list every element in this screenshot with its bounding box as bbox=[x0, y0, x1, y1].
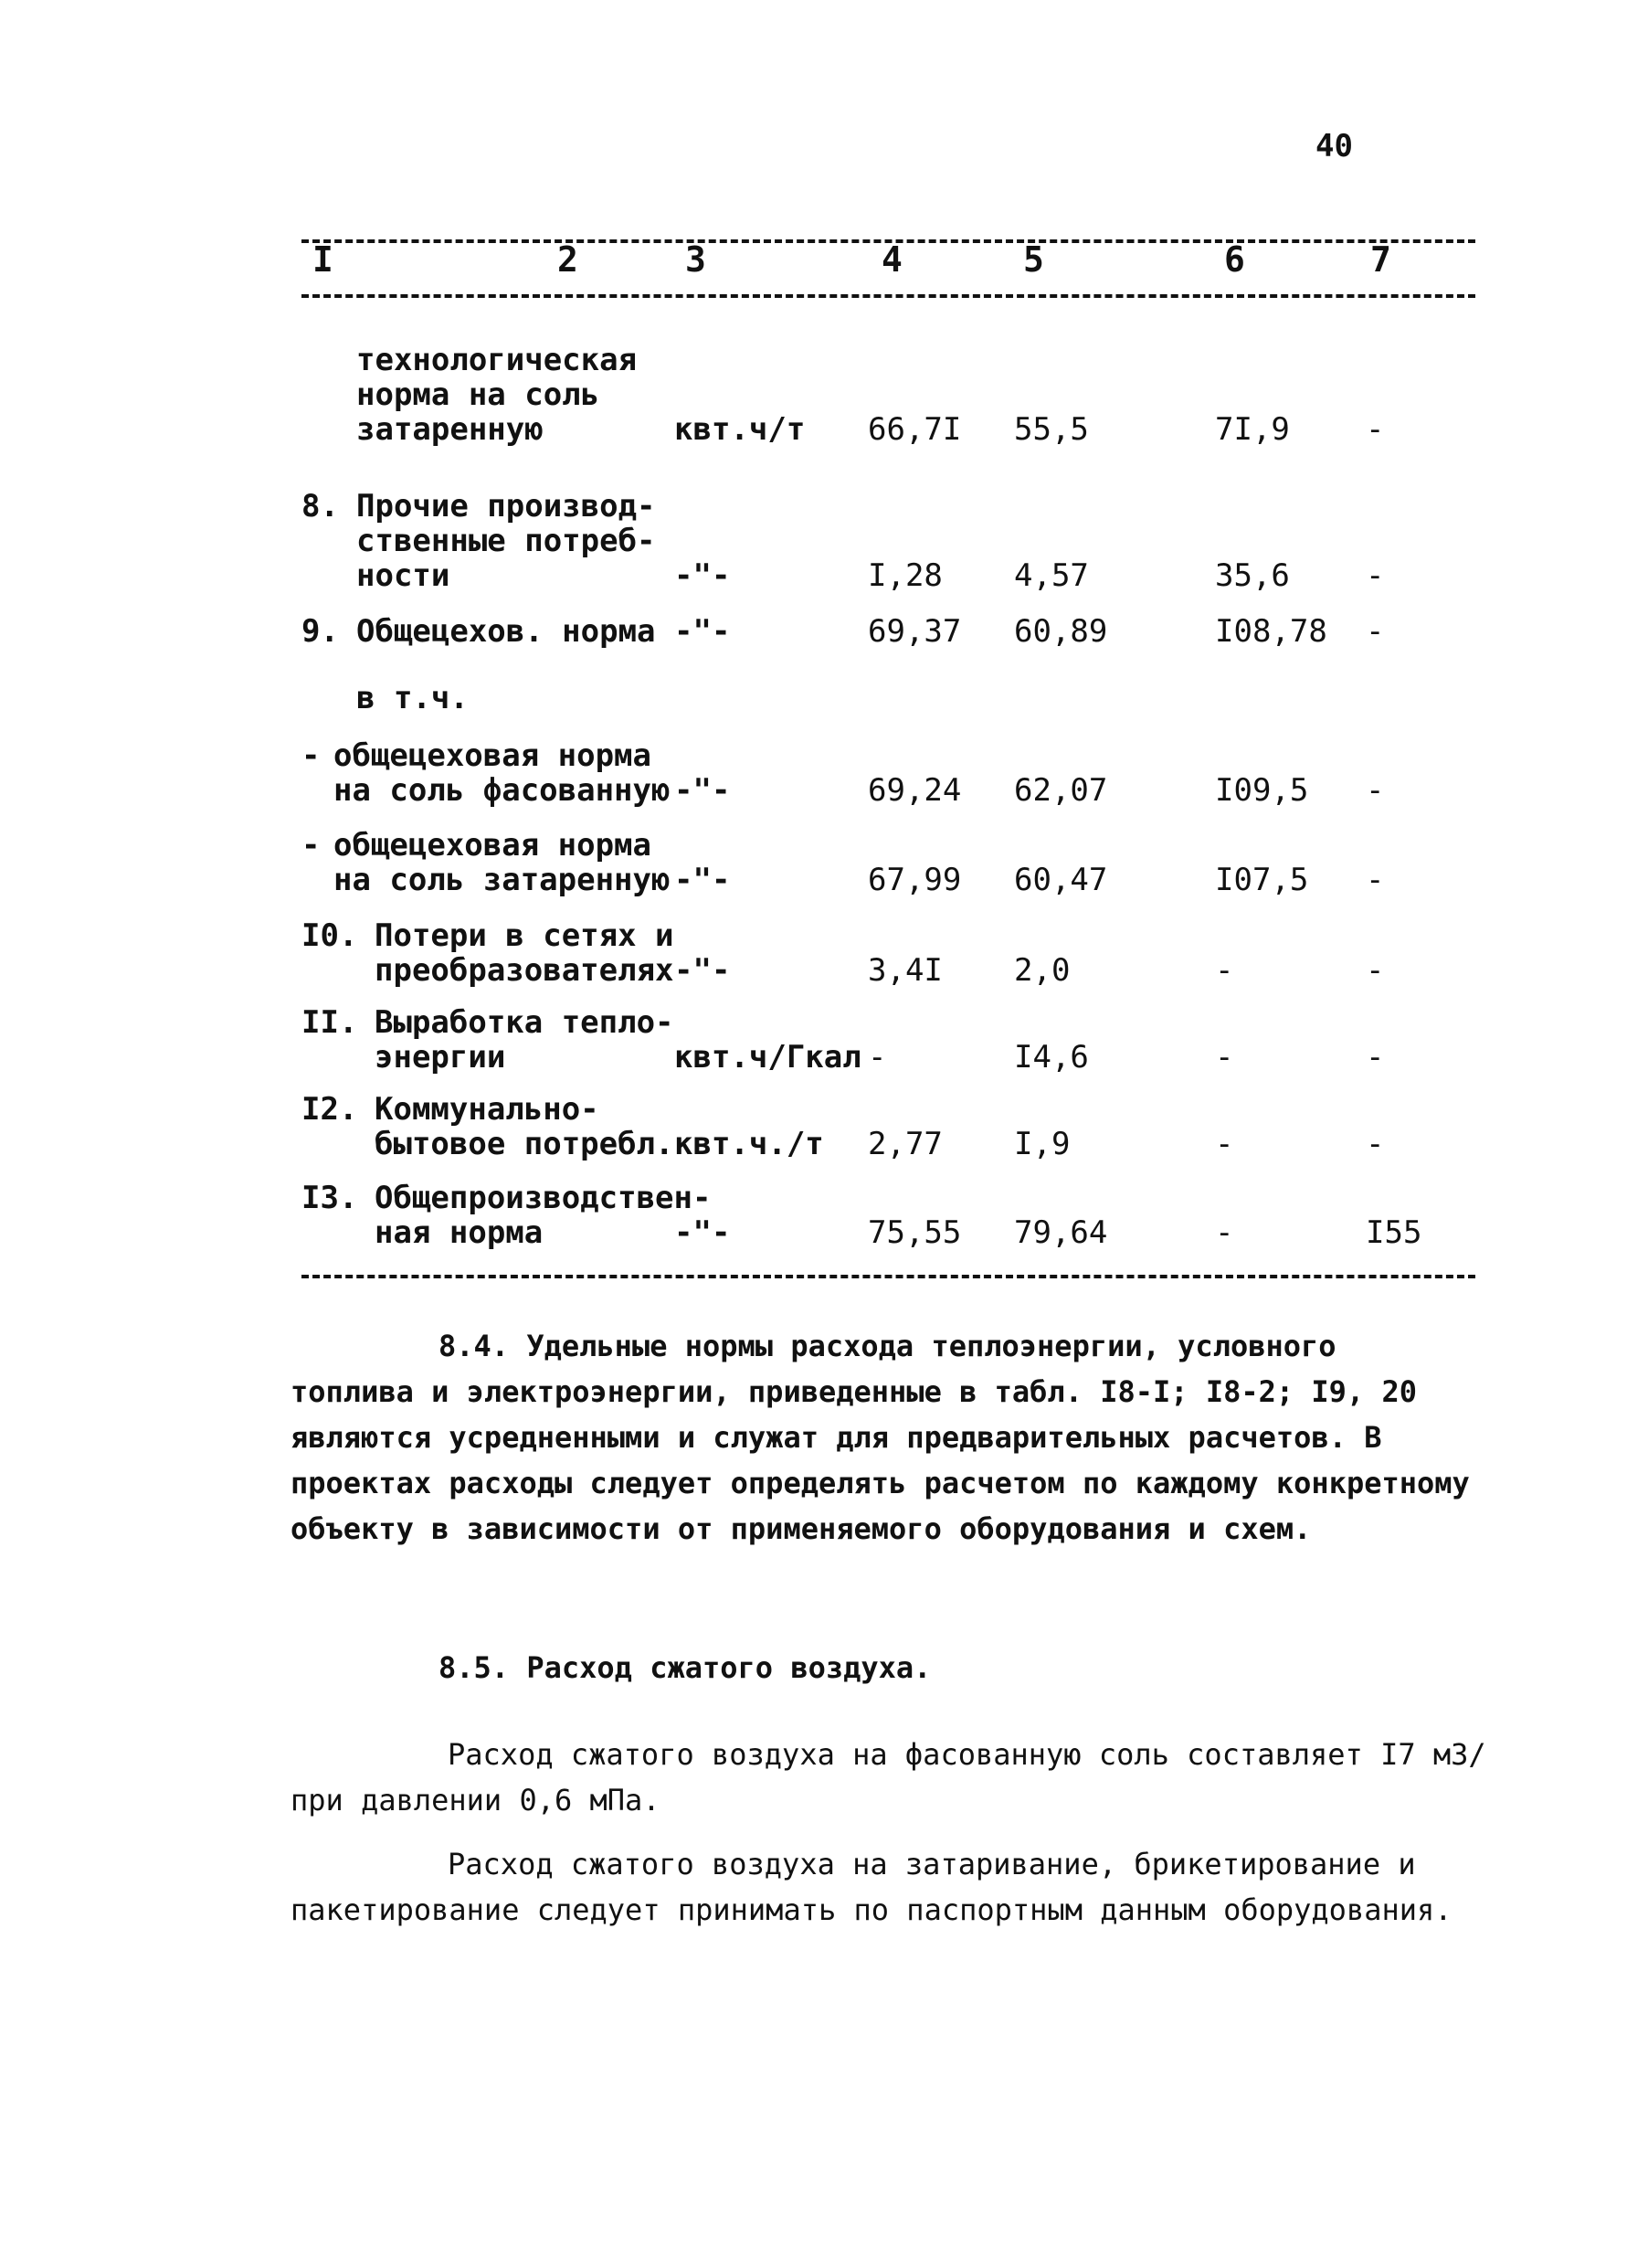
row-number: I0. bbox=[301, 917, 358, 954]
table-header-row bbox=[301, 239, 1475, 285]
row-unit: квт.ч/Гкал bbox=[674, 1039, 861, 1076]
row-value-5: 2,0 bbox=[1014, 952, 1071, 989]
header-col-5: 5 bbox=[1023, 239, 1044, 280]
paragraph-line: при давлении 0,6 мПа. bbox=[291, 1783, 660, 1818]
row-value-5: 79,64 bbox=[1014, 1214, 1108, 1251]
row-value-4: 69,37 bbox=[868, 613, 962, 650]
row-value-4: 69,24 bbox=[868, 772, 962, 809]
row-name: Коммунально- бытовое потребл. bbox=[375, 1091, 674, 1162]
row-name: Общецехов. норма bbox=[356, 613, 656, 650]
table-bottom-rule bbox=[301, 1275, 1475, 1278]
header-col-4: 4 bbox=[882, 239, 903, 280]
row-name: общецеховая норма на соль фасованную bbox=[333, 737, 671, 809]
row-value-6: I09,5 bbox=[1215, 772, 1309, 809]
row-unit: -"- bbox=[674, 772, 731, 809]
row-unit: -"- bbox=[674, 557, 731, 594]
table-header-rule bbox=[301, 294, 1475, 298]
row-bullet: - bbox=[301, 827, 321, 864]
row-unit: -"- bbox=[674, 1214, 731, 1251]
paragraph-line: 8.4. Удельные нормы расхода теплоэнергии, условного bbox=[438, 1329, 1336, 1363]
row-value-5: 62,07 bbox=[1014, 772, 1108, 809]
header-col-2: 2 bbox=[557, 239, 578, 280]
row-value-7: - bbox=[1366, 772, 1385, 809]
page-number: 40 bbox=[1315, 128, 1353, 164]
row-unit: -"- bbox=[674, 613, 731, 650]
row-number: 8. bbox=[301, 488, 339, 525]
header-col-3: 3 bbox=[685, 239, 706, 280]
row-value-6: - bbox=[1215, 1126, 1234, 1162]
row-value-7: - bbox=[1366, 1039, 1385, 1076]
row-number: I2. bbox=[301, 1091, 358, 1128]
paragraph-line: проектах расходы следует определять расчетом по каждому конкретному bbox=[291, 1466, 1470, 1500]
row-value-7: - bbox=[1366, 613, 1385, 650]
row-value-4: - bbox=[868, 1039, 887, 1076]
row-number: II. bbox=[301, 1004, 358, 1041]
row-name: Выработка тепло- энергии bbox=[375, 1004, 674, 1076]
row-number: 9. bbox=[301, 613, 339, 650]
row-value-5: I4,6 bbox=[1014, 1039, 1089, 1076]
paragraph-line: являются усредненными и служат для предварительных расчетов. В bbox=[291, 1420, 1382, 1455]
paragraph-8-5-a bbox=[291, 1732, 1505, 1823]
row-value-4: 67,99 bbox=[868, 862, 962, 898]
row-number: I3. bbox=[301, 1180, 358, 1216]
row-name: технологическая норма на соль затаренную bbox=[356, 342, 638, 448]
paragraph-line: Расход сжатого воздуха на затаривание, брикетирование и bbox=[448, 1847, 1416, 1881]
row-value-5: 60,47 bbox=[1014, 862, 1108, 898]
paragraph-8-4 bbox=[291, 1323, 1505, 1552]
row-value-7: - bbox=[1366, 557, 1385, 594]
row-unit: -"- bbox=[674, 862, 731, 898]
paragraph-line: Расход сжатого воздуха на фасованную соль составляет I7 м3/ bbox=[448, 1737, 1486, 1772]
row-value-4: 75,55 bbox=[868, 1214, 962, 1251]
row-value-5: 60,89 bbox=[1014, 613, 1108, 650]
row-value-6: - bbox=[1215, 952, 1234, 989]
row-name: Прочие производ- ственные потреб- ности bbox=[356, 488, 656, 594]
row-value-6: 7I,9 bbox=[1215, 411, 1290, 448]
paragraph-line: пакетирование следует принимать по паспортным данным оборудования. bbox=[291, 1892, 1453, 1927]
row-unit: квт.ч./т bbox=[674, 1126, 824, 1162]
row-value-7: - bbox=[1366, 952, 1385, 989]
row-value-4: 3,4I bbox=[868, 952, 943, 989]
section-8-5-title: 8.5. Расход сжатого воздуха. bbox=[438, 1650, 932, 1685]
row-name: в т.ч. bbox=[356, 680, 469, 716]
row-value-6: - bbox=[1215, 1039, 1234, 1076]
row-value-4: 2,77 bbox=[868, 1126, 943, 1162]
paragraph-line: топлива и электроэнергии, приведенные в табл. I8-I; I8-2; I9, 20 bbox=[291, 1374, 1417, 1409]
row-name: общецеховая норма на соль затаренную bbox=[333, 827, 671, 898]
paragraph-line: объекту в зависимости от применяемого оборудования и схем. bbox=[291, 1511, 1312, 1546]
header-col-6: 6 bbox=[1224, 239, 1245, 280]
row-unit: квт.ч/т bbox=[674, 411, 806, 448]
row-value-7: I55 bbox=[1366, 1214, 1422, 1251]
row-value-6: 35,6 bbox=[1215, 557, 1290, 594]
row-value-7: - bbox=[1366, 411, 1385, 448]
row-bullet: - bbox=[301, 737, 321, 774]
row-unit: -"- bbox=[674, 952, 731, 989]
header-col-1: I bbox=[312, 239, 333, 280]
row-name: Потери в сетях и преобразователях bbox=[375, 917, 674, 989]
row-value-4: I,28 bbox=[868, 557, 943, 594]
row-value-5: I,9 bbox=[1014, 1126, 1071, 1162]
row-value-6: I08,78 bbox=[1215, 613, 1327, 650]
row-name: Общепроизводствен- ная норма bbox=[375, 1180, 712, 1251]
row-value-6: I07,5 bbox=[1215, 862, 1309, 898]
row-value-7: - bbox=[1366, 1126, 1385, 1162]
row-value-5: 4,57 bbox=[1014, 557, 1089, 594]
row-value-4: 66,7I bbox=[868, 411, 962, 448]
header-col-7: 7 bbox=[1370, 239, 1391, 280]
paragraph-8-5-b bbox=[291, 1841, 1505, 1933]
row-value-5: 55,5 bbox=[1014, 411, 1089, 448]
row-value-7: - bbox=[1366, 862, 1385, 898]
row-value-6: - bbox=[1215, 1214, 1234, 1251]
